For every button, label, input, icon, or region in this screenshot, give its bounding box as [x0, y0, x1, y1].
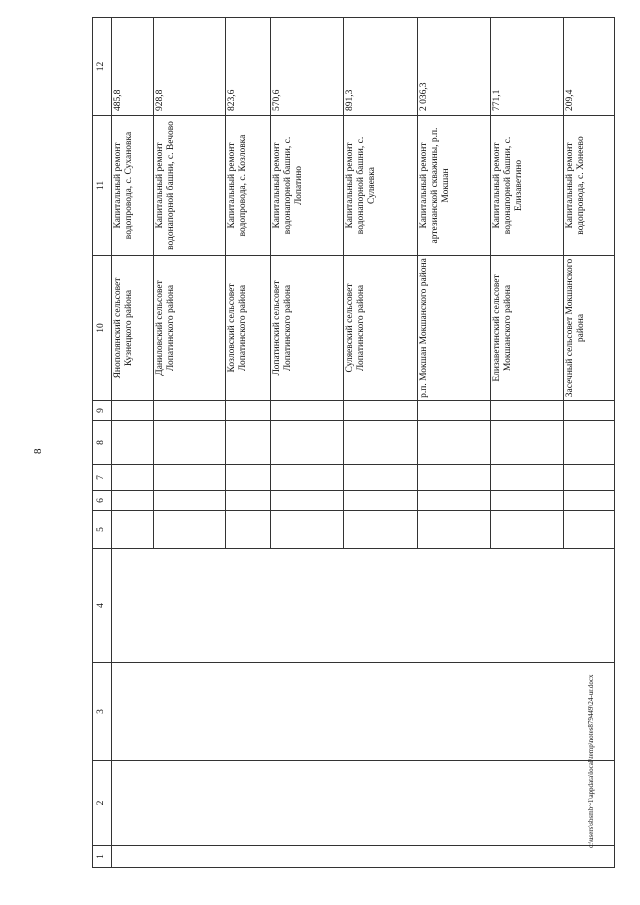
- empty-cell: [111, 663, 614, 761]
- empty-cell: [417, 511, 490, 549]
- empty-cell: [564, 465, 615, 491]
- empty-cell: [344, 511, 417, 549]
- empty-cell: [490, 465, 563, 491]
- empty-cell: [153, 511, 225, 549]
- empty-cell: [270, 421, 343, 465]
- empty-cell: [153, 465, 225, 491]
- empty-cell: [111, 491, 153, 511]
- work-description-cell: Капитальный ремонт водонапорной башни, с. Суляевка: [344, 116, 417, 256]
- header-row: [93, 18, 112, 868]
- amount-cell: 823,6: [226, 18, 270, 116]
- amount-cell: 928,8: [153, 18, 225, 116]
- empty-cell: [111, 846, 614, 868]
- empty-cell: [153, 421, 225, 465]
- empty-cell: [153, 491, 225, 511]
- footer-file-path: c:\users\sbsmb~1\appdata\local\temp\notes879449\24-ur.docx: [587, 674, 595, 848]
- municipality-cell: Суляевский сельсовет Лопатинского района: [344, 256, 417, 401]
- column-header: 12: [93, 18, 112, 116]
- empty-cell: [344, 401, 417, 421]
- municipality-cell: Лопатинский сельсовет Лопатинского района: [270, 256, 343, 401]
- empty-cell: [270, 491, 343, 511]
- work-description-cell: Капитальный ремонт водопровода, с. Козловка: [226, 116, 270, 256]
- column-header: 11: [93, 116, 112, 256]
- empty-cell: [564, 401, 615, 421]
- empty-cell: [490, 421, 563, 465]
- empty-cell: [270, 511, 343, 549]
- empty-cell: [564, 511, 615, 549]
- empty-cell: [226, 511, 270, 549]
- municipality-cell: Козловский сельсовет Лопатинского района: [226, 256, 270, 401]
- empty-cell: [270, 465, 343, 491]
- empty-cell: [111, 421, 153, 465]
- empty-cell: [111, 761, 614, 846]
- empty-cell: [111, 465, 153, 491]
- empty-cell: [344, 491, 417, 511]
- municipality-cell: Елизаветинский сельсовет Мокшанского района: [490, 256, 563, 401]
- page-number: 8: [32, 448, 44, 454]
- column-header: 7: [93, 465, 112, 491]
- column-header: 5: [93, 511, 112, 549]
- empty-cell: [111, 511, 153, 549]
- empty-cell: [417, 421, 490, 465]
- empty-cell: [226, 421, 270, 465]
- column-header: 9: [93, 401, 112, 421]
- column-header: 3: [93, 663, 112, 761]
- amount-cell: 485,8: [111, 18, 153, 116]
- empty-cell: [490, 401, 563, 421]
- empty-cell: [226, 401, 270, 421]
- work-description-cell: Капитальный ремонт водопровода, с. Хонеево: [564, 116, 615, 256]
- work-description-cell: Капитальный ремонт водонапорной башни, с. Вечово: [153, 116, 225, 256]
- empty-cell: [564, 491, 615, 511]
- municipality-cell: Даниловский сельсовет Лопатинского района: [153, 256, 225, 401]
- empty-cell: [564, 421, 615, 465]
- empty-cell: [226, 491, 270, 511]
- work-description-cell: Капитальный ремонт водопровода, с. Сухановка: [111, 116, 153, 256]
- column-header: 10: [93, 256, 112, 401]
- empty-cell: [270, 401, 343, 421]
- data-table: [92, 17, 615, 868]
- empty-cell: [344, 421, 417, 465]
- municipality-cell: Янополянский сельсовет Кузнецкого района: [111, 256, 153, 401]
- amount-cell: 2 036,3: [417, 18, 490, 116]
- empty-cell: [111, 401, 153, 421]
- empty-cell: [490, 511, 563, 549]
- amount-cell: 570,6: [270, 18, 343, 116]
- column-header: 8: [93, 421, 112, 465]
- amount-cell: 891,3: [344, 18, 417, 116]
- work-description-cell: Капитальный ремонт артезианской скважины, р.п. Мокшан: [417, 116, 490, 256]
- empty-cell: [226, 465, 270, 491]
- empty-cell: [417, 465, 490, 491]
- table-row: [111, 18, 153, 868]
- work-description-cell: Капитальный ремонт водонапорной башни, с. Елизаветино: [490, 116, 563, 256]
- column-header: 6: [93, 491, 112, 511]
- column-header: 4: [93, 549, 112, 663]
- empty-cell: [417, 401, 490, 421]
- municipality-cell: р.п. Мокшан Мокшанского района: [417, 256, 490, 401]
- empty-cell: [153, 401, 225, 421]
- column-header: 1: [93, 846, 112, 868]
- municipality-cell: Засечный сельсовет Мокшанского района: [564, 256, 615, 401]
- work-description-cell: Капитальный ремонт водонапорной башни, с. Лопатино: [270, 116, 343, 256]
- empty-cell: [344, 465, 417, 491]
- column-header: 2: [93, 761, 112, 846]
- empty-cell: [417, 491, 490, 511]
- empty-cell: [111, 549, 614, 663]
- data-table-sheet: [92, 18, 615, 868]
- amount-cell: 771,1: [490, 18, 563, 116]
- empty-cell: [490, 491, 563, 511]
- amount-cell: 209,4: [564, 18, 615, 116]
